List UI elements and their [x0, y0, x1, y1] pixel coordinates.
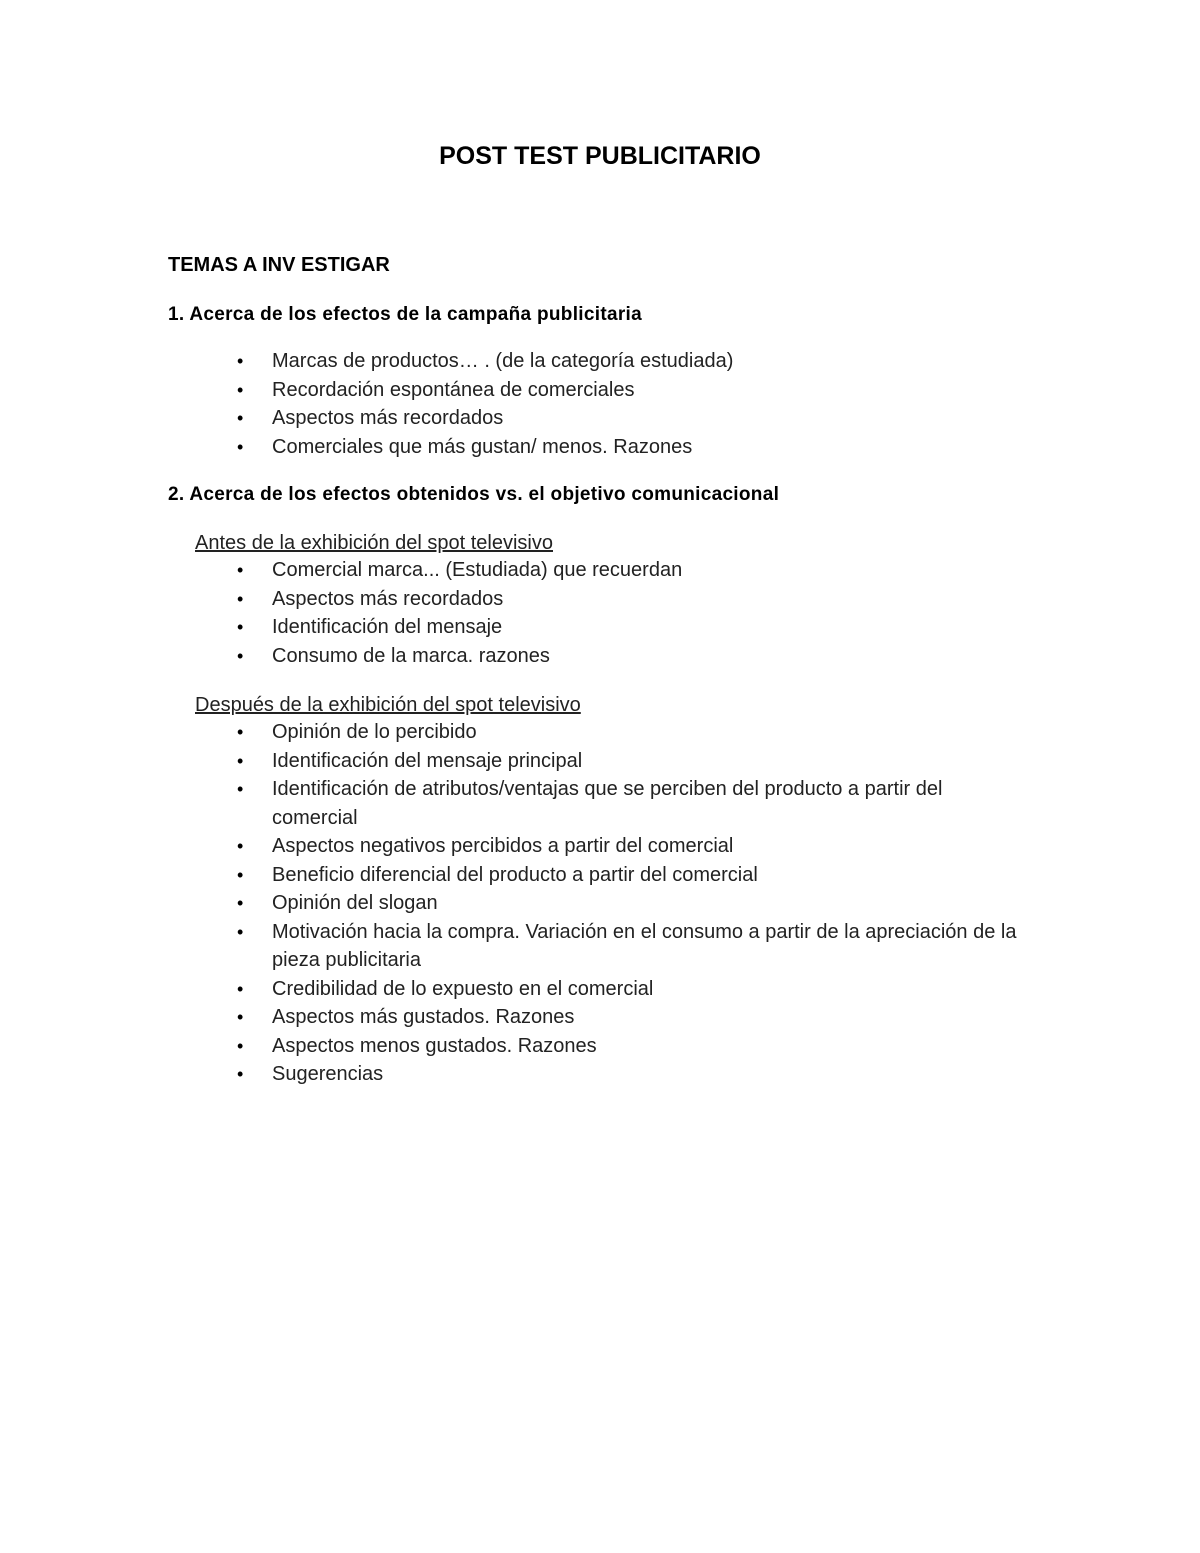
bullet-icon: • [237, 722, 244, 742]
list-item [0, 642, 1032, 671]
list-item-text: Identificación de atributos/ventajas que se perciben del producto a partir del comercial [272, 778, 943, 829]
list-item-text: Marcas de productos… . (de la categoría estudiada) [272, 350, 734, 372]
after-exhibition-list [0, 718, 1032, 1089]
list-item-text: Identificación del mensaje principal [272, 749, 583, 772]
bullet-icon: • [237, 1064, 244, 1084]
bullet-icon: • [237, 617, 244, 637]
list-item [0, 975, 1032, 1004]
before-exhibition-label: Antes de la exhibición del spot televisivo [195, 532, 553, 554]
bullet-icon: • [237, 921, 244, 942]
before-exhibition-list [0, 556, 1032, 670]
bullet-icon: • [237, 560, 244, 580]
list-item-text: Comercial marca... (Estudiada) que recuerdan [272, 559, 683, 581]
list-item-text: Sugerencias [272, 1063, 384, 1085]
list-item-text: Consumo de la marca. razones [272, 644, 550, 667]
list-item-text: Aspectos más gustados. Razones [272, 1006, 575, 1028]
bullet-icon: • [237, 750, 244, 771]
bullet-icon: • [237, 864, 244, 885]
list-item [0, 718, 1032, 747]
list-item [0, 1060, 1032, 1089]
list-item [0, 347, 1032, 376]
section-2-heading: 2. Acerca de los efectos obtenidos vs. el objetivo comunicacional [168, 484, 780, 505]
bullet-icon: • [237, 379, 244, 400]
list-item-text: Beneficio diferencial del producto a partir del comercial [272, 863, 758, 886]
list-item [0, 404, 1032, 433]
bullet-icon: • [237, 351, 244, 371]
bullet-icon: • [237, 408, 244, 428]
list-item [0, 861, 1032, 890]
themes-heading: TEMAS A INV ESTIGAR [168, 254, 390, 276]
bullet-icon: • [237, 436, 244, 457]
list-item-text: Recordación espontánea de comerciales [272, 378, 635, 401]
list-item-text: Aspectos negativos percibidos a partir del comercial [272, 835, 734, 857]
section-1-list [0, 347, 1032, 461]
section-1-heading: 1. Acerca de los efectos de la campaña publicitaria [168, 304, 642, 325]
list-item [0, 585, 1032, 614]
bullet-icon: • [237, 645, 244, 666]
list-item-text: Aspectos más recordados [272, 587, 504, 610]
list-item [0, 775, 1032, 832]
bullet-icon: • [237, 1035, 244, 1056]
list-item-text: Comerciales que más gustan/ menos. Razones [272, 435, 693, 458]
list-item [0, 1003, 1032, 1032]
list-item-text: Motivación hacia la compra. Variación en el consumo a partir de la apreciación de la pieza publicitaria [272, 920, 1017, 971]
list-item [0, 376, 1032, 405]
list-item [0, 747, 1032, 776]
list-item [0, 556, 1032, 585]
after-exhibition-label: Después de la exhibición del spot televisivo [195, 694, 581, 716]
list-item [0, 918, 1032, 975]
bullet-icon: • [237, 836, 244, 856]
list-item-text: Aspectos menos gustados. Razones [272, 1034, 597, 1057]
list-item-text: Credibilidad de lo expuesto en el comercial [272, 977, 654, 1000]
list-item [0, 433, 1032, 462]
list-item-text: Opinión de lo percibido [272, 721, 477, 743]
list-item [0, 1032, 1032, 1061]
bullet-icon: • [237, 588, 244, 609]
list-item [0, 613, 1032, 642]
bullet-icon: • [237, 978, 244, 999]
list-item [0, 889, 1032, 918]
bullet-icon: • [237, 1007, 244, 1027]
document-title: POST TEST PUBLICITARIO [439, 142, 761, 170]
bullet-icon: • [237, 893, 244, 913]
list-item-text: Opinión del slogan [272, 892, 438, 914]
bullet-icon: • [237, 779, 244, 799]
list-item-text: Aspectos más recordados [272, 407, 504, 429]
list-item-text: Identificación del mensaje [272, 616, 503, 638]
list-item [0, 832, 1032, 861]
